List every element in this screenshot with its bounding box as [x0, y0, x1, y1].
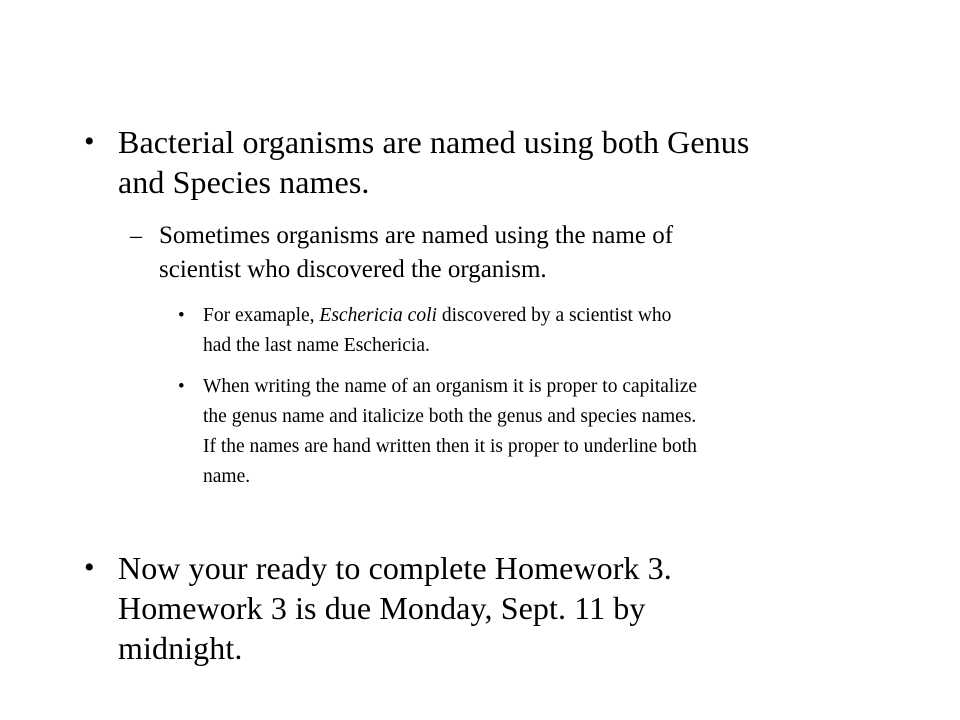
text-line: name. [203, 466, 251, 487]
text-line: Now your ready to complete Homework 3. [118, 550, 672, 586]
species-name-italic: Eschericia coli [319, 305, 437, 326]
bullet-marker: • [178, 376, 185, 397]
bullet-marker: • [84, 125, 95, 158]
bullet-homework [118, 548, 672, 668]
text-line: When writing the name of an organism it is proper to capitalize [203, 376, 698, 397]
text-line: and Species names. [118, 164, 370, 200]
text-line [203, 301, 671, 331]
subsub-bullet-writing-rules [203, 372, 697, 492]
dash-marker: – [130, 223, 142, 249]
bullet-marker: • [84, 551, 95, 584]
text-segment: discovered by a scientist who [436, 305, 672, 326]
bullet-marker: • [178, 305, 185, 326]
sub-bullet-scientist-name [159, 219, 673, 287]
text-line: the genus name and italicize both the genus and species names. [203, 406, 697, 427]
text-line: midnight. [118, 630, 243, 666]
text-segment: For examaple, [203, 305, 320, 326]
bullet-genus-species [118, 122, 749, 202]
text-line: If the names are hand written then it is proper to underline both [203, 436, 697, 457]
text-line: had the last name Eschericia. [203, 335, 430, 356]
text-line: scientist who discovered the organism. [159, 256, 547, 283]
text-line: Sometimes organisms are named using the name of [159, 222, 674, 249]
subsub-bullet-example [203, 301, 671, 361]
text-line: Bacterial organisms are named using both Genus [118, 124, 750, 160]
text-line: Homework 3 is due Monday, Sept. 11 by [118, 590, 646, 626]
